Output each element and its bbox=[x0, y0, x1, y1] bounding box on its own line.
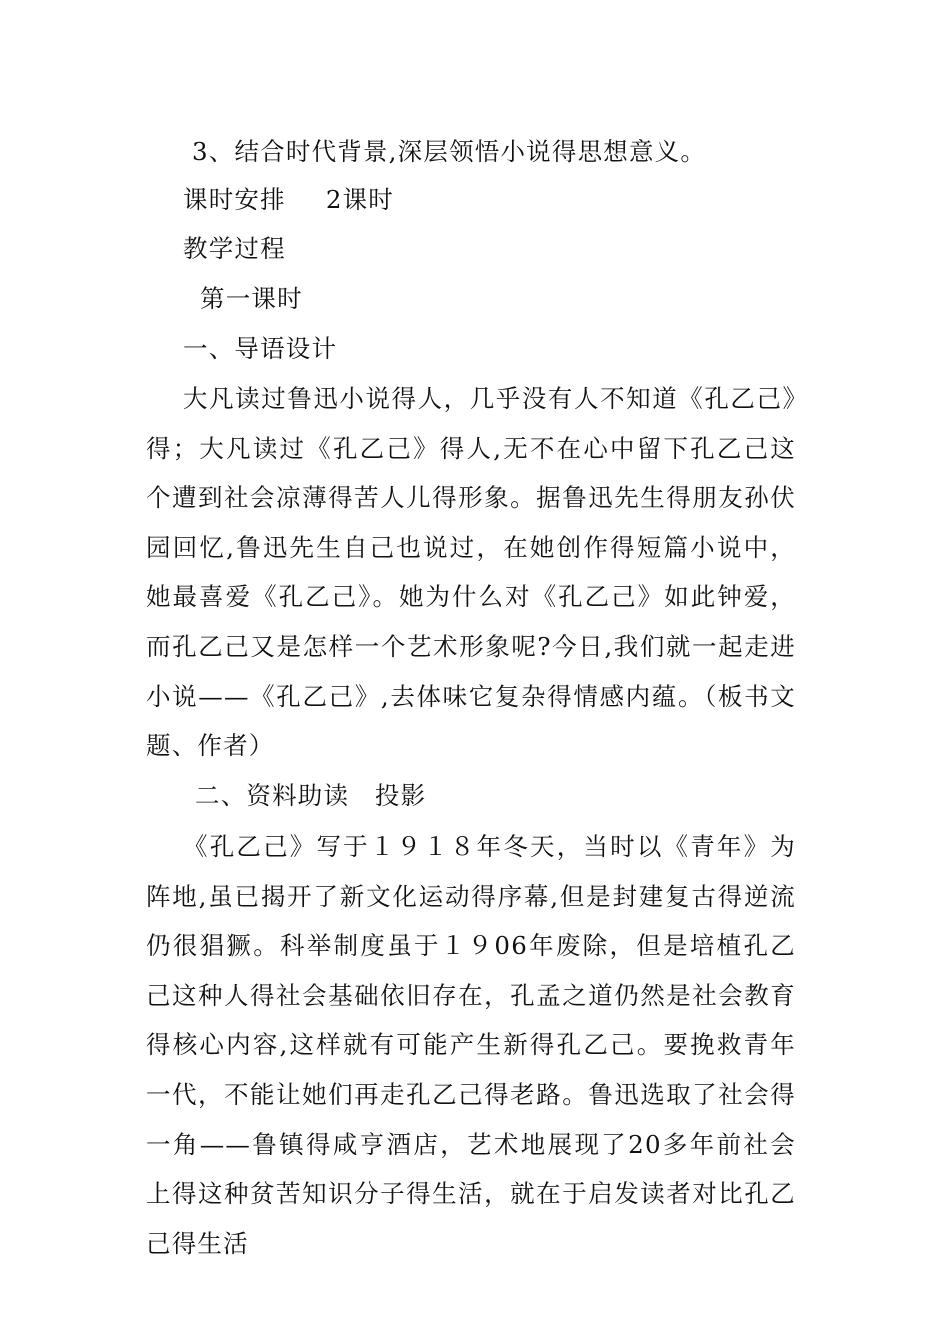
schedule-value: 2课时 bbox=[325, 185, 394, 214]
section-one-heading: 一、导语设计 bbox=[183, 334, 338, 363]
lesson-one-heading: 第一课时 bbox=[200, 284, 303, 313]
objective-3: 3、结合时代背景,深层领悟小说得思想意义。 bbox=[192, 137, 707, 166]
section-two-heading: 二、资料助读 投影 bbox=[195, 781, 427, 810]
section-one-body: 大凡读过鲁迅小说得人，几乎没有人不知道《孔乙己》得；大凡读过《孔乙己》得人,无不在心中留下孔乙己这个遭到社会凉薄得苦人儿得形象。据鲁迅先生得朋友孙伏园回忆,鲁迅先生自己也说过，在她创作得短篇小说中，她最喜爱《孔乙己》。她为什么对《孔乙己》如此钟爱，而孔乙己又是怎样一个艺术形象呢?今日,我们就一起走进小说——《孔乙己》,去体味它复杂得情感内蕴。（板书文题、作者） bbox=[146, 384, 796, 761]
process-heading: 教学过程 bbox=[183, 234, 286, 263]
section-two-body: 《孔乙己》写于１９１８年冬天，当时以《青年》为阵地,虽已揭开了新文化运动得序幕,但是封建复古得逆流仍很猖獗。科举制度虽于１９06年废除，但是培植孔乙己这种人得社会基础依旧存在，孔孟之道仍然是社会教育得核心内容,这样就有可能产生新得孔乙己。要挽救青年一代，不能让她们再走孔乙己得老路。鲁迅选取了社会得一角——鲁镇得咸亨酒店，艺术地展现了20多年前社会上得这种贫苦知识分子得生活，就在于启发读者对比孔乙己得生活 bbox=[146, 832, 796, 1258]
schedule-label: 课时安排 bbox=[183, 185, 286, 214]
schedule-line bbox=[183, 185, 394, 215]
